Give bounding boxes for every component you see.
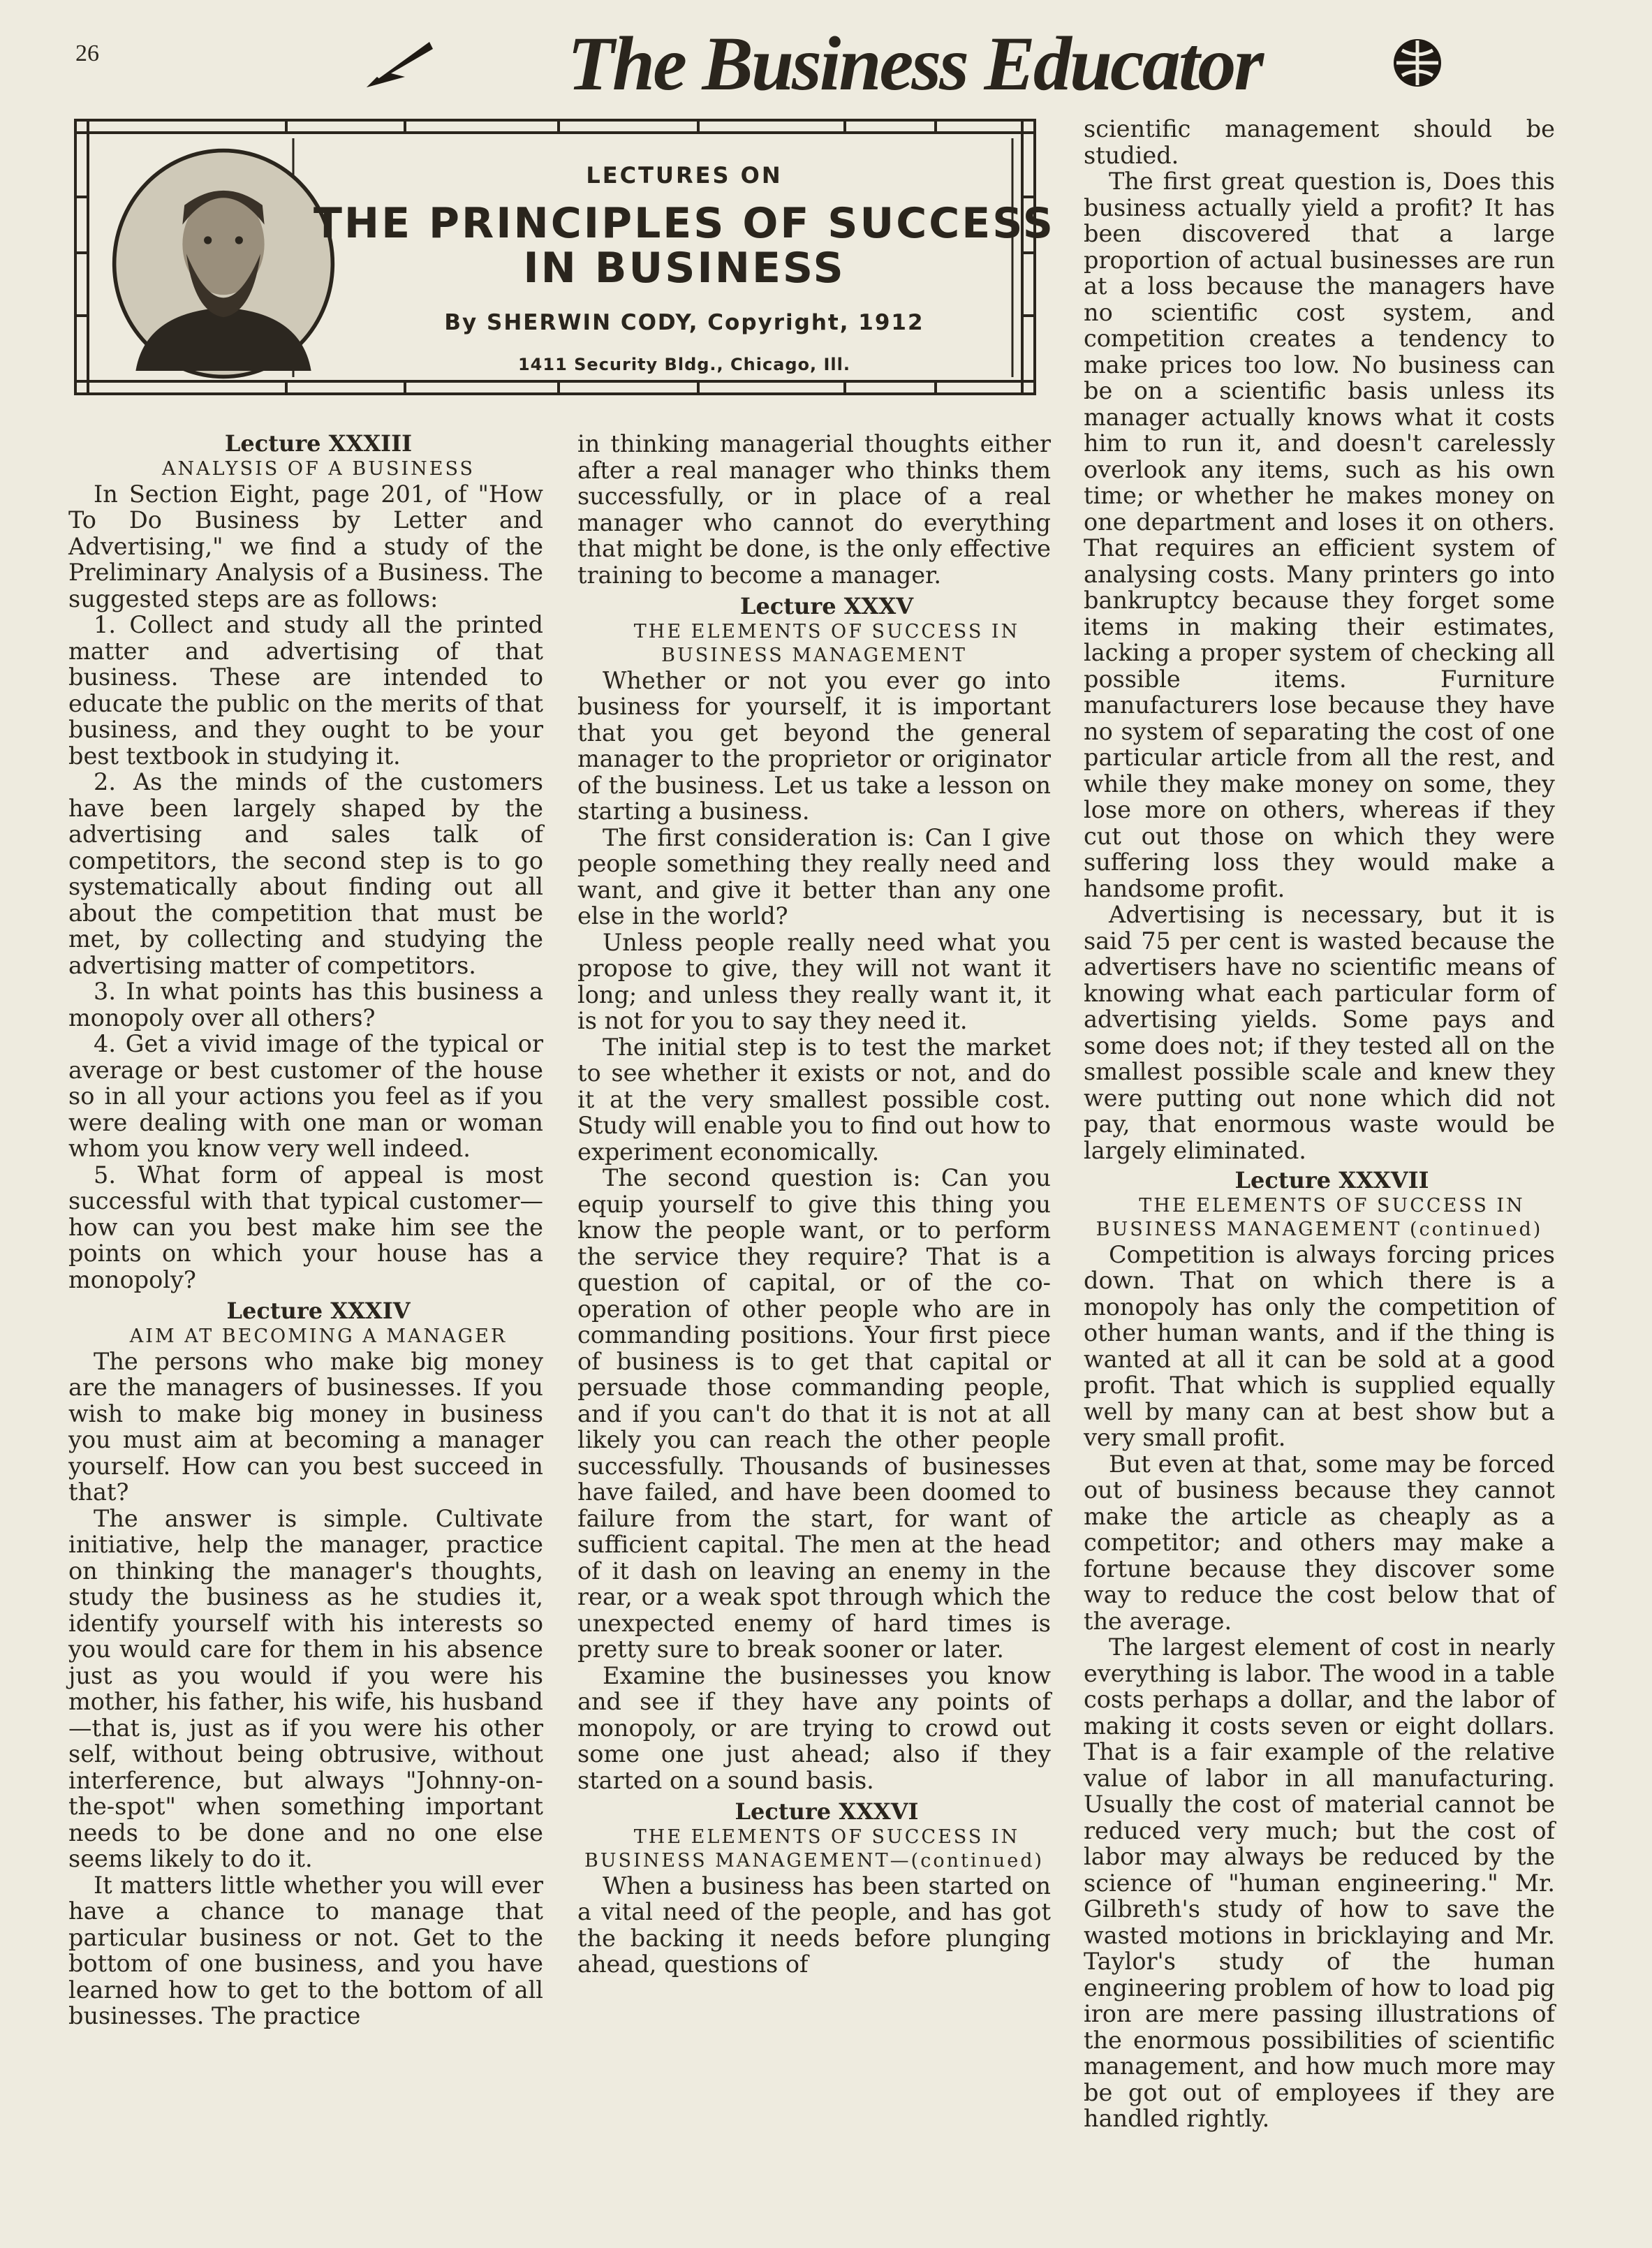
paragraph: 5. What form of appeal is most successful with that typical customer—how can you best make him see the points on which your house has a monopoly? <box>68 1161 543 1293</box>
main-title-line1: THE PRINCIPLES OF SUCCESS <box>314 199 1055 248</box>
paragraph: It matters little whether you will ever have a chance to manage that particular business or not. Get to the bottom of one business, and you have learned how to get to the bottom of all businesses. The practice <box>68 1871 543 2029</box>
lecture-heading: Lecture XXXIII <box>224 430 413 457</box>
globe-emblem-icon <box>1389 35 1445 91</box>
main-title-line2: IN BUSINESS <box>523 244 846 293</box>
paragraph: 2. As the minds of the customers have been largely shaped by the advertising and sales talk of competitors, the second step is to go systematically about finding out all about the competition that must be met, by collecting and studying the advertising matter of competitors. <box>68 768 543 979</box>
lecture-header-frame <box>70 113 1055 399</box>
paragraph: But even at that, some may be forced out of business because they cannot make the article as cheaply as a competitor; and others may make a fortune because they discover some way to reduce the cost below that of the average. <box>1084 1450 1555 1635</box>
page-number: 26 <box>75 41 99 66</box>
lecture-subheading: THE ELEMENTS OF SUCCESS IN BUSINESS MANAGEMENT (continued) <box>1096 1194 1543 1240</box>
lecture-heading: Lecture XXXIV <box>226 1298 411 1324</box>
lecture-title-block <box>293 162 1075 374</box>
paragraph: The second question is: Can you equip yourself to give this thing you know the people want, or to perform the service they require? That is a question of capital, or of the co-operation of other people who are in commanding positions. Your first piece of business is to get that capital or persuade those commanding people, and if you can't do that it is not at all likely you can reach the other people successfully. Thousands of businesses have failed, and have been doomed to failure from the start, for want of sufficient capital. The men at the head of it dash on leaving an enemy in the rear, or a weak spot through which the unexpected enemy of hard times is pretty sure to break sooner or later. <box>577 1164 1051 1663</box>
lecture-subheading: ANALYSIS OF A BUSINESS <box>161 457 475 480</box>
paragraph: Examine the businesses you know and see if they have any points of monopoly, or are trying to crowd out some one just ahead; also if they started on a sound basis. <box>577 1661 1051 1794</box>
paragraph: 3. In what points has this business a monopoly over all others? <box>68 978 543 1031</box>
masthead-title: The Business Educator <box>567 21 1262 106</box>
paragraph: 4. Get a vivid image of the typical or average or best customer of the house so in all your actions you feel as if you were dealing with one man or woman whom you know very well indeed. <box>68 1030 543 1162</box>
paragraph: The initial step is to test the market to see whether it exists or not, and do it at the very smallest possible cost. Study will enable you to find out how to experiment economically. <box>577 1033 1051 1166</box>
lectures-on-label: LECTURES ON <box>586 162 783 189</box>
paragraph: The first consideration is: Can I give people something they really need and want, and give it better than any one else in the world? <box>577 823 1051 930</box>
paragraph: Whether or not you ever go into business for yourself, it is important that you get beyond the general manager to the proprietor or originator of the business. Let us take a lesson on starting a business. <box>577 666 1051 825</box>
column-3 <box>1084 116 1555 2132</box>
column-1 <box>68 431 543 2029</box>
lecture-subheading: THE ELEMENTS OF SUCCESS IN BUSINESS MANAGEMENT <box>633 620 1020 666</box>
paragraph: Competition is always forcing prices down. That on which there is a monopoly has only the competition of other human wants, and if the thing is wanted at all it can be sold at a good profit. That which is supplied equally well by many can at best show but a very small profit. <box>1084 1240 1555 1451</box>
paragraph: in thinking managerial thoughts either after a real manager who thinks them successfully, or in place of a real manager who cannot do everything that might be done, is the only effective training to become a manager. <box>577 430 1051 589</box>
paragraph: scientific management should be studied. <box>1084 115 1555 169</box>
paragraph: 1. Collect and study all the printed matter and advertising of that business. These are intended to educate the public on the merits of that business, and they ought to be your best textbook in studying it. <box>68 611 543 770</box>
lecture-subheading: AIM AT BECOMING A MANAGER <box>129 1325 508 1347</box>
lecture-heading: Lecture XXXVI <box>735 1798 919 1825</box>
paragraph: Advertising is necessary, but it is said 75 per cent is wasted because the advertisers have no scientific means of knowing what each particular form of advertising yields. Some pays and some does not; if they tested all on the smallest possible scale and knew they were putting out none which did not pay, that enormous waste would be largely eliminated. <box>1084 901 1555 1164</box>
paragraph: Unless people really need what you propose to give, they will not want it long; and unless they really want it, it is not for you to say they need it. <box>577 928 1051 1034</box>
paragraph: When a business has been started on a vital need of the people, and has got the backing it needs before plunging ahead, questions of <box>577 1872 1051 1978</box>
quill-pen-icon <box>363 35 440 91</box>
paragraph: In Section Eight, page 201, of "How To Do Business by Letter and Advertising," we find a study of the Preliminary Analysis of a Business. The suggested steps are as follows: <box>68 480 543 612</box>
author-address: 1411 Security Bldg., Chicago, Ill. <box>517 355 851 374</box>
paragraph: The first great question is, Does this business actually yield a profit? It has been discovered that a large proportion of actual businesses are run at a loss because the managers have no scientific cost system, and competition creates a tendency to make prices too low. No business can be on a scientific basis unless its manager actually knows what it costs him to run it, and doesn't carelessly overlook any items, such as his own time; or whether he makes money on one department and loses it on others. That requires an efficient system of analysing costs. Many printers go into bankruptcy because they forget some items in making their estimates, lacking a proper system of checking all possible items. Furniture manufacturers lose because they have no system of separating the cost of one particular article from all the rest, and while they make money on some, they lose more on others, whereas if they cut out those on which they were suffering loss they would make a handsome profit. <box>1084 168 1555 902</box>
byline: By SHERWIN CODY, Copyright, 1912 <box>444 310 924 335</box>
lecture-heading: Lecture XXXVII <box>1234 1167 1429 1193</box>
masthead <box>363 14 1445 105</box>
lecture-subheading: THE ELEMENTS OF SUCCESS IN BUSINESS MANAGEMENT—(continued) <box>584 1825 1045 1872</box>
lecture-heading: Lecture XXXV <box>739 593 914 619</box>
paragraph: The persons who make big money are the managers of businesses. If you wish to make big money in business you must aim at becoming a manager yourself. How can you best succeed in that? <box>68 1347 543 1506</box>
paragraph: The answer is simple. Cultivate initiative, help the manager, practice on thinking the manager's thoughts, study the business as he studies it, identify yourself with his interests so you would care for them in his absence just as you would if you were his mother, his father, his wife, his husband—that is, just as if you were his other self, without being obtrusive, without interference, but always "Johnny-on-the-spot" when something important needs to be done and no one else seems likely to do it. <box>68 1504 543 1872</box>
paragraph: The largest element of cost in nearly everything is labor. The wood in a table costs perhaps a dollar, and the labor of making it costs seven or eight dollars. That is a fair example of the relative value of labor in all manufacturing. Usually the cost of material cannot be reduced very much; but the cost of labor may always be reduced by the science of "human engineering." Mr. Gilbreth's study of how to save the wasted motions in bricklaying and Mr. Taylor's study of the human engineering problem of how to load pig iron are mere passing illustrations of the enormous possibilities of scientific management, and how much more may be got out of employees if they are handled rightly. <box>1084 1633 1555 2132</box>
column-2 <box>577 431 1051 1978</box>
